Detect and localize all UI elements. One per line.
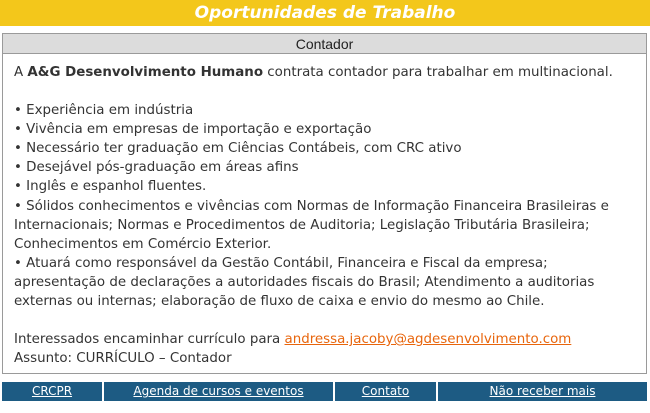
- requirement-item: • Vivência em empresas de importação e exportação: [14, 122, 372, 138]
- contact-line: [14, 330, 640, 349]
- intro-paragraph: [14, 63, 640, 82]
- company-name: A&G Desenvolvimento Humano: [27, 65, 264, 80]
- subject-line: Assunto: CURRÍCULO – Contador: [14, 351, 232, 367]
- spacer: [14, 311, 640, 330]
- requirement-item: • Experiência em indústria: [14, 103, 194, 119]
- requirement-item: • Inglês e espanhol fluentes.: [14, 179, 207, 195]
- spacer: [14, 82, 640, 101]
- job-description: [3, 54, 646, 368]
- job-posting-box: [2, 33, 647, 374]
- page-banner: Oportunidades de Trabalho: [0, 0, 650, 26]
- contact-prefix: Interessados encaminhar currículo para: [14, 332, 285, 348]
- requirement-item: • Sólidos conhecimentos e vivências com Normas de Informação Financeira Brasileiras e Internacionais; Normas e Procedimentos de Auditoria; Legislação Tributária Brasileira; Conhecimentos em Comércio Exterior.: [14, 198, 609, 252]
- footer-link-unsubscribe[interactable]: Não receber mais: [438, 382, 647, 401]
- intro-suffix: contrata contador para trabalhar em multinacional.: [263, 65, 613, 80]
- contact-email-link[interactable]: andressa.jacoby@agdesenvolvimento.com: [284, 332, 572, 348]
- footer-link-crcpr[interactable]: CRCPR: [2, 382, 102, 401]
- footer-link-contato[interactable]: Contato: [335, 382, 436, 401]
- requirement-item: • Desejável pós-graduação em áreas afins: [14, 160, 299, 176]
- intro-prefix: A: [14, 65, 28, 80]
- footer-nav: [2, 382, 647, 401]
- requirement-item: • Atuará como responsável da Gestão Contábil, Financeira e Fiscal da empresa; apresentação de declarações a autoridades fiscais do Brasil; Atendimento a auditorias externas ou internas; elaboração de fluxo de caixa e envio do mesmo ao Chile.: [14, 255, 595, 310]
- footer-link-agenda[interactable]: Agenda de cursos e eventos: [104, 382, 333, 401]
- job-title-header: Contador: [3, 34, 646, 54]
- requirement-item: • Necessário ter graduação em Ciências Contábeis, com CRC ativo: [14, 141, 462, 157]
